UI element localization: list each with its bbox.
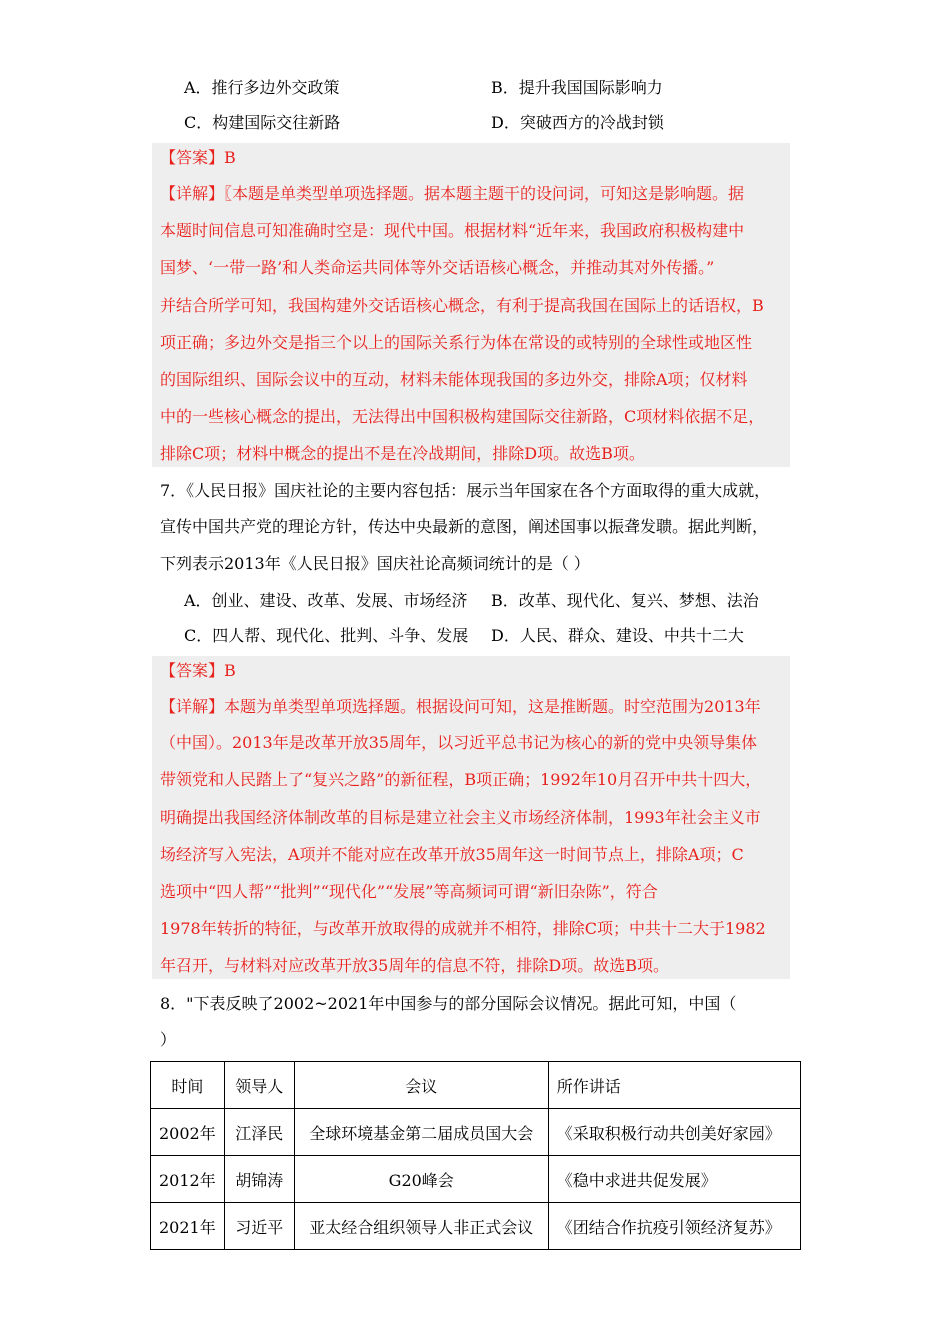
q7-detail-line: 1978年转折的特征，与改革开放取得的成就并不相符，排除C项；中共十二大于1982 [160, 919, 766, 938]
table-header-cell: 领导人 [224, 1062, 294, 1109]
conference-table [150, 1061, 801, 1250]
q7-detail-line: 明确提出我国经济体制改革的目标是建立社会主义市场经济体制，1993年社会主义市 [160, 808, 761, 827]
q6-detail-line: 并结合所学可知，我国构建外交话语核心概念，有利于提高我国在国际上的话语权，B [160, 296, 764, 315]
table-header-row [151, 1062, 801, 1109]
table-header-cell: 会议 [294, 1062, 548, 1109]
table-cell: 胡锦涛 [224, 1156, 294, 1203]
q6-option-a: A．推行多边外交政策 [184, 78, 340, 97]
table-row [151, 1156, 801, 1203]
q7-detail-line: 选项中“四人帮”“批判”“现代化”“发展”等高频词可谓“新旧杂陈”，符合 [160, 882, 658, 901]
table-cell: 江泽民 [224, 1109, 294, 1156]
q7-option-a: A．创业、建设、改革、发展、市场经济 [184, 591, 468, 610]
q7-stem-line: 7．《人民日报》国庆社论的主要内容包括：展示当年国家在各个方面取得的重大成就， [160, 481, 771, 500]
q7-detail-line [160, 697, 761, 717]
q6-detail-text: 〖本题是单类型单项选择题。据本题主题干的设问词，可知这是影响题。据 [224, 184, 745, 203]
q7-detail-text: 本题为单类型单项选择题。根据设问可知，这是推断题。时空范围为2013年 [224, 697, 761, 716]
q6-detail-line [160, 184, 744, 204]
q7-option-b: B．改革、现代化、复兴、梦想、法治 [491, 591, 759, 610]
table-cell: 《采取积极行动共创美好家园》 [548, 1109, 800, 1156]
q6-detail-line: 排除C项；材料中概念的提出不是在冷战期间，排除D项。故选B项。 [160, 444, 645, 463]
q7-stem-line: 宣传中国共产党的理论方针，传达中央最新的意图，阐述国事以振聋发聩。据此判断， [160, 517, 769, 536]
table-cell: 《团结合作抗疫引领经济复苏》 [548, 1203, 800, 1250]
table-header-cell: 时间 [151, 1062, 225, 1109]
q6-detail-label: 【详解】 [160, 184, 225, 203]
q7-detail-line: 场经济写入宪法，A项并不能对应在改革开放35周年这一时间节点上，排除A项；C [160, 845, 744, 864]
table-row [151, 1203, 801, 1250]
q8-stem-line: 8．"下表反映了2002~2021年中国参与的部分国际会议情况。据此可知，中国（ [160, 994, 737, 1013]
table-cell: 《稳中求进共促发展》 [548, 1156, 800, 1203]
table-cell: 全球环境基金第二届成员国大会 [294, 1109, 548, 1156]
table-cell: 习近平 [224, 1203, 294, 1250]
q6-answer-value: B [224, 148, 236, 167]
q7-answer [160, 661, 236, 681]
q6-option-c: C．构建国际交往新路 [184, 113, 341, 132]
q7-detail-line: 年召开，与材料对应改革开放35周年的信息不符，排除D项。故选B项。 [160, 956, 669, 975]
table-header-cell: 所作讲话 [548, 1062, 800, 1109]
q8-stem-line: ） [160, 1030, 177, 1049]
q6-detail-line: 本题时间信息可知准确时空是：现代中国。根据材料“近年来，我国政府积极构建中 [160, 221, 745, 240]
q7-answer-label: 【答案】 [160, 661, 225, 680]
q7-option-d: D．人民、群众、建设、中共十二大 [491, 626, 744, 645]
table-row [151, 1109, 801, 1156]
table-cell: 2012年 [151, 1156, 225, 1203]
q7-stem-line: 下列表示2013年《人民日报》国庆社论高频词统计的是（ ） [160, 554, 590, 573]
q6-option-d: D．突破西方的冷战封锁 [491, 113, 664, 132]
q7-detail-label: 【详解】 [160, 697, 225, 716]
q6-detail-line: 中的一些核心概念的提出，无法得出中国积极构建国际交往新路，C项材料依据不足， [160, 407, 765, 426]
q6-answer [160, 148, 236, 168]
q7-option-c: C．四人帮、现代化、批判、斗争、发展 [184, 626, 469, 645]
table-cell: 亚太经合组织领导人非正式会议 [294, 1203, 548, 1250]
table-cell: G20峰会 [294, 1156, 548, 1203]
table-cell: 2002年 [151, 1109, 225, 1156]
q6-answer-label: 【答案】 [160, 148, 225, 167]
q6-detail-line: 的国际组织、国际会议中的互动，材料未能体现我国的多边外交，排除A项；仅材料 [160, 370, 748, 389]
q7-answer-value: B [224, 661, 236, 680]
q6-detail-line: 项正确；多边外交是指三个以上的国际关系行为体在常设的或特别的全球性或地区性 [160, 333, 753, 352]
table-cell: 2021年 [151, 1203, 225, 1250]
q6-detail-line: 国梦、‘一带一路’和人类命运共同体等外交话语核心概念，并推动其对外传播。” [160, 258, 715, 277]
q7-detail-line: 带领党和人民踏上了“复兴之路”的新征程，B项正确；1992年10月召开中共十四大， [160, 770, 762, 789]
q7-detail-line: （中国）。2013年是改革开放35周年，以习近平总书记为核心的新的党中央领导集体 [160, 733, 758, 752]
q6-option-b: B．提升我国国际影响力 [491, 78, 663, 97]
